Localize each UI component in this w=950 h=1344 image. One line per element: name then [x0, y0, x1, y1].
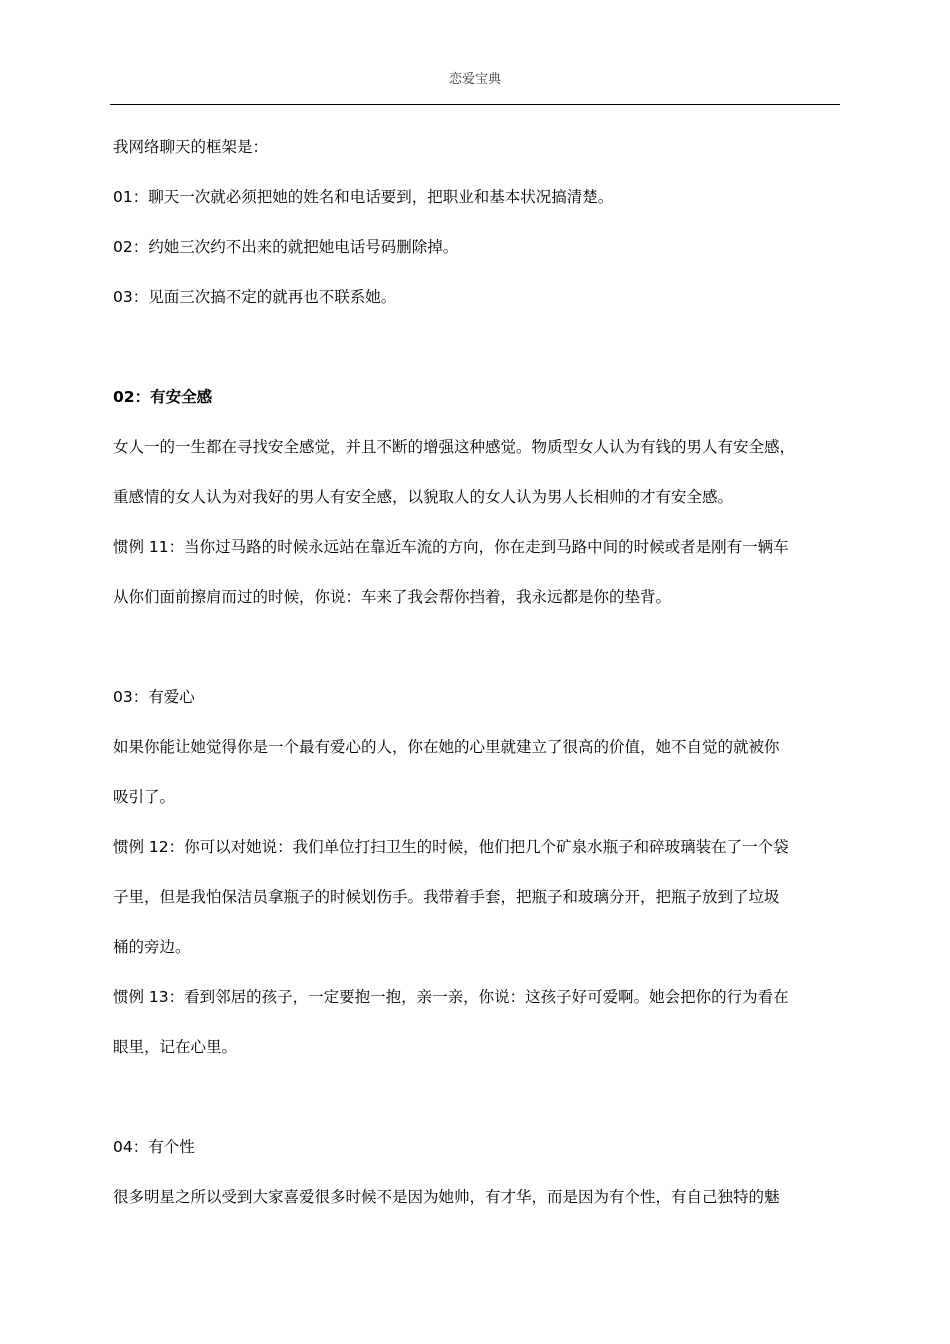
- paragraph-gap: [113, 622, 848, 672]
- paragraph-line: 子里，但是我怕保洁员拿瓶子的时候划伤手。我带着手套，把瓶子和玻璃分开，把瓶子放到了垃圾: [113, 888, 780, 906]
- paragraph-line: 如果你能让她觉得你是一个最有爱心的人，你在她的心里就建立了很高的价值，她不自觉的就被你: [113, 738, 780, 756]
- document-body: [113, 122, 848, 1222]
- paragraph-line: 吸引了。: [113, 788, 176, 806]
- paragraph-line: 眼里，记在心里。: [113, 1038, 238, 1056]
- paragraph-line: 惯例 11：当你过马路的时候永远站在靠近车流的方向，你在走到马路中间的时候或者是刚有一辆车: [113, 538, 789, 556]
- paragraph-line: 从你们面前擦肩而过的时候，你说：车来了我会帮你挡着，我永远都是你的垫背。: [113, 588, 672, 606]
- paragraph-line: 03：见面三次搞不定的就再也不联系她。: [113, 288, 397, 306]
- paragraph-line: 02：约她三次约不出来的就把她电话号码删除掉。: [113, 238, 459, 256]
- page-header: [110, 68, 840, 105]
- paragraph-line: 惯例 13：看到邻居的孩子，一定要抱一抱，亲一亲，你说：这孩子好可爱啊。她会把你的行为看在: [113, 988, 789, 1006]
- paragraph-gap: [113, 322, 848, 372]
- paragraph-line: 01：聊天一次就必须把她的姓名和电话要到，把职业和基本状况搞清楚。: [113, 188, 614, 206]
- paragraph-line: 重感情的女人认为对我好的男人有安全感，以貌取人的女人认为男人长相帅的才有安全感。: [113, 488, 734, 506]
- section-heading: 04：有个性: [113, 1138, 195, 1156]
- header-title: 恋爱宝典: [448, 72, 501, 87]
- paragraph-line: 很多明星之所以受到大家喜爱很多时候不是因为她帅，有才华，而是因为有个性，有自己独特的魅: [113, 1188, 780, 1206]
- paragraph-gap: [113, 1072, 848, 1122]
- section-heading: 03：有爱心: [113, 688, 195, 706]
- paragraph-line: 女人一的一生都在寻找安全感觉，并且不断的增强这种感觉。物质型女人认为有钱的男人有安全感，: [113, 438, 796, 456]
- paragraph-line: 我网络聊天的框架是：: [113, 138, 269, 156]
- paragraph-line: 桶的旁边。: [113, 938, 191, 956]
- section-heading: 02：有安全感: [113, 388, 213, 406]
- paragraph-line: 惯例 12：你可以对她说：我们单位打扫卫生的时候，他们把几个矿泉水瓶子和碎玻璃装在了一个袋: [113, 838, 789, 856]
